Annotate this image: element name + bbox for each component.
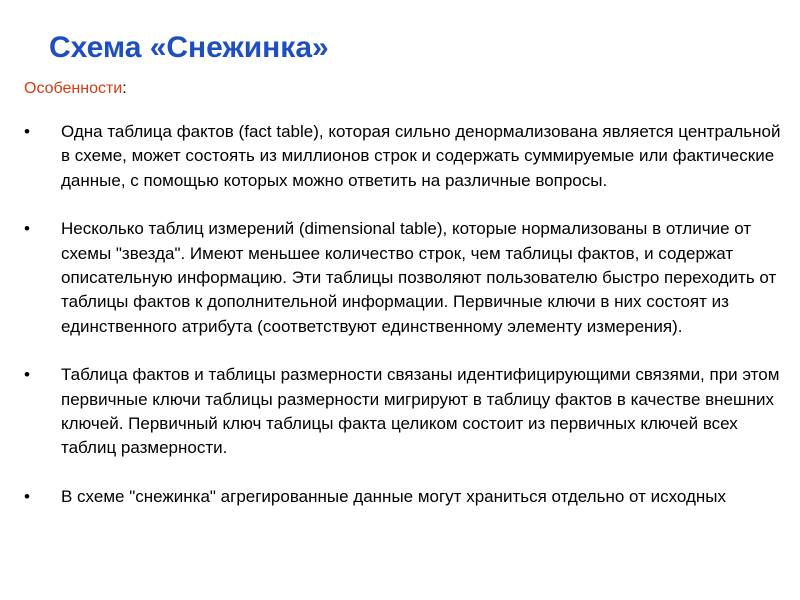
bullet-item-aggregated-data	[24, 485, 784, 509]
bullet-text: Несколько таблиц измерений (dimensional table), которые нормализованы в отличие от схемы "звезда". Имеют меньшее количество строк, чем таблицы фактов, и содержат описательную информацию. Эти таблицы позволяют пользователю быстро переходить от таблицы фактов к дополнительной информации. Первичные ключи в них состоят из единственного атрибута (соответствуют единственному элементу измерения).	[61, 219, 777, 336]
bullet-item-fact-table	[24, 120, 784, 193]
bullet-text: Таблица фактов и таблицы размерности связаны идентифицирующими связями, при этом первичные ключи таблицы размерности мигрируют в таблицу фактов в качестве внешних ключей. Первичный ключ таблицы факта целиком состоит из первичных ключей всех таблиц размерности.	[61, 365, 780, 458]
bullet-item-dimension-tables	[24, 217, 784, 339]
features-colon: :	[122, 80, 127, 97]
features-label: Особенности	[24, 80, 123, 97]
features-heading	[24, 78, 127, 100]
bullet-marker: •	[24, 122, 30, 141]
bullet-marker: •	[24, 365, 30, 385]
bullet-text: Одна таблица фактов (fact table), которая сильно денормализована является центральной в схеме, может состоять из миллионов строк и содержать суммируемые или фактические данные, с помощью которых можно ответить на различные вопросы.	[61, 122, 781, 190]
bullet-marker: •	[24, 486, 30, 506]
slide-title: Схема «Снежинка»	[49, 31, 329, 64]
bullet-item-relationships	[24, 363, 784, 461]
bullet-list	[24, 120, 784, 509]
bullet-marker: •	[24, 219, 30, 239]
bullet-text: В схеме "снежинка" агрегированные данные могут храниться отдельно от исходных	[61, 486, 727, 506]
